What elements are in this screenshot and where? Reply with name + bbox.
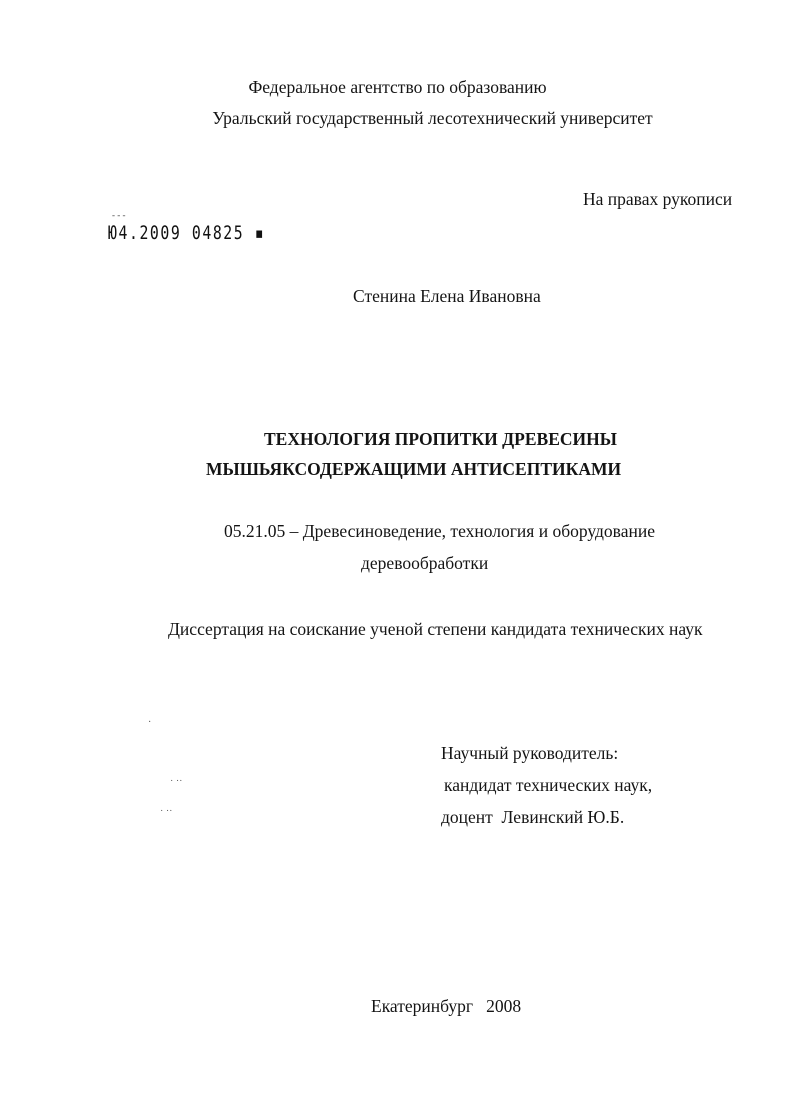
scan-speck: ˙ ˙˙ bbox=[160, 809, 173, 820]
supervisor-degree: кандидат технических наук, bbox=[444, 775, 653, 795]
archive-stamp-text: Ю4.2009 04825 bbox=[108, 222, 245, 244]
stamp-dot-icon: ▪ bbox=[244, 222, 266, 244]
title-line-1: ТЕХНОЛОГИЯ ПРОПИТКИ ДРЕВЕСИНЫ bbox=[264, 429, 617, 449]
university-line: Уральский государственный лесотехнический университет bbox=[212, 108, 653, 128]
specialty-line-1: 05.21.05 – Древесиноведение, технология и оборудование bbox=[224, 521, 655, 541]
dissertation-type: Диссертация на соискание ученой степени кандидата технических наук bbox=[168, 619, 703, 639]
agency-line: Федеральное агентство по образованию bbox=[248, 77, 547, 97]
title-line-2: МЫШЬЯКСОДЕРЖАЩИМИ АНТИСЕПТИКАМИ bbox=[206, 459, 622, 479]
archive-stamp-code bbox=[108, 222, 265, 244]
stamp-marks: - - - bbox=[112, 210, 126, 220]
author-name: Стенина Елена Ивановна bbox=[353, 286, 541, 306]
place-year: Екатеринбург 2008 bbox=[371, 996, 522, 1016]
specialty-line-2: деревообработки bbox=[361, 553, 489, 573]
supervisor-label: Научный руководитель: bbox=[441, 743, 619, 763]
scan-speck: ˙ ˙˙ bbox=[170, 779, 183, 790]
scan-speck: · bbox=[148, 717, 152, 728]
supervisor-name: доцент Левинский Ю.Б. bbox=[441, 807, 625, 827]
manuscript-note: На правах рукописи bbox=[583, 189, 733, 209]
